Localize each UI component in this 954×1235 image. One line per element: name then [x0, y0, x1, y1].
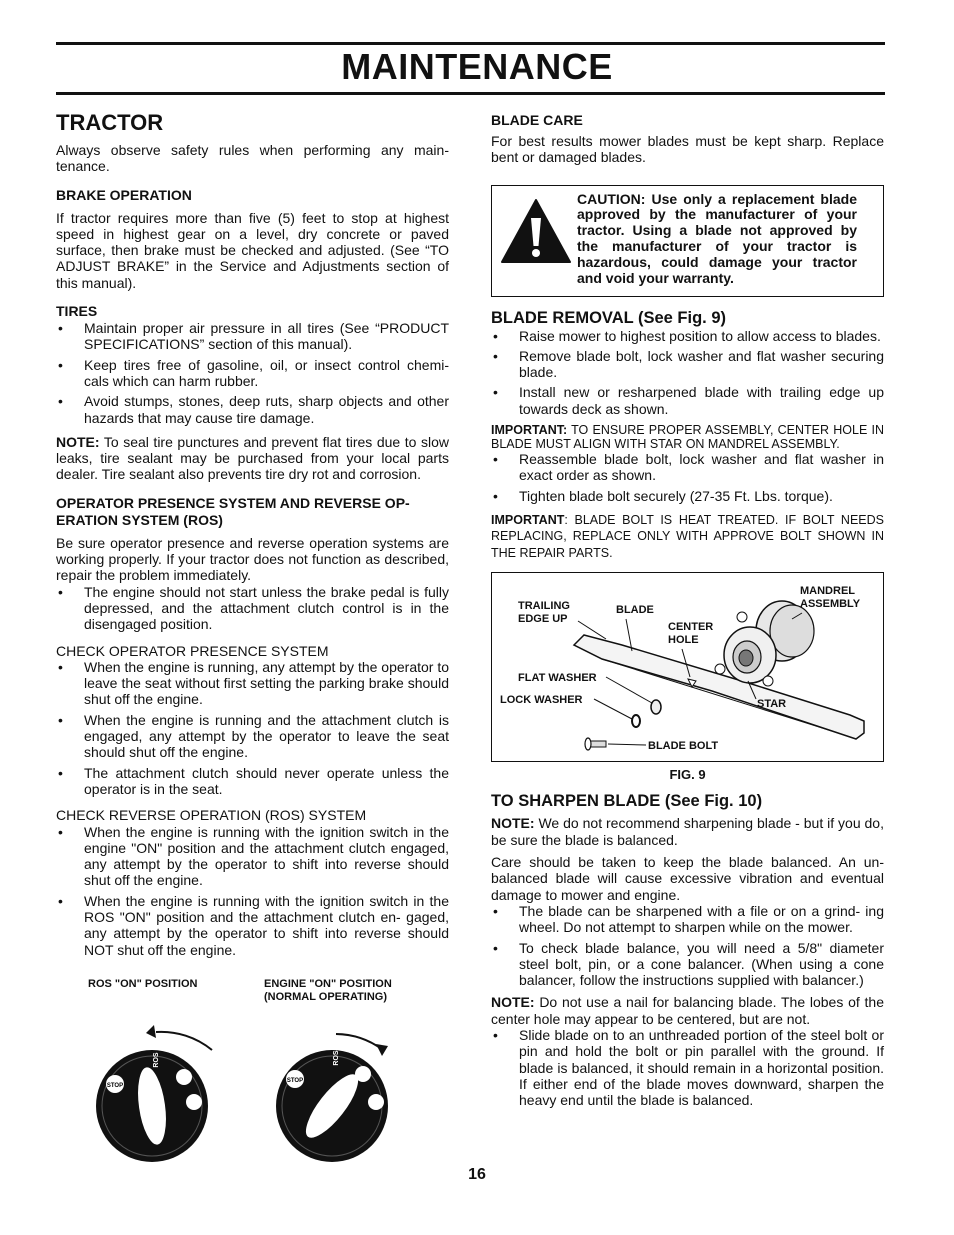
sharpen-text: Care should be taken to keep the blade balanced. An un- balanced blade will cause excessive vibration and eventual damage to mower and engine.	[491, 854, 884, 903]
sharpen-title: TO SHARPEN BLADE (See Fig. 10)	[491, 792, 763, 811]
label-star: STAR	[757, 698, 787, 711]
blade-shape	[574, 635, 864, 739]
tires-title: TIRES	[56, 303, 98, 320]
ignition-switches-svg	[86, 976, 446, 1176]
important-label: IMPORTANT	[491, 512, 565, 527]
start-marker-icon	[368, 1094, 384, 1110]
blade-bolt-icon	[585, 738, 606, 750]
blade-removal-title: BLADE REMOVAL (See Fig. 9)	[491, 308, 726, 327]
ros-on-label: ROS "ON" POSITION	[88, 978, 198, 990]
warning-triangle-icon	[500, 198, 572, 264]
list-item: • When the engine is running and the attachment clutch is engaged, any attempt by the operator to leave the seat should shut off the engine.	[56, 712, 449, 761]
label-trailing: TRAILING	[518, 600, 570, 613]
lock-washer-icon	[632, 715, 640, 727]
check-ros-title: CHECK REVERSE OPERATION (ROS) SYSTEM	[56, 807, 367, 824]
brake-title: BRAKE OPERATION	[56, 186, 192, 203]
ros-mark: ROS	[333, 1050, 340, 1066]
note-label: NOTE:	[491, 815, 535, 832]
list-item: • Maintain proper air pressure in all tires (See “PRODUCT SPECIFICATIONS” section of this manual).	[56, 320, 449, 353]
note-text: We do not recommend sharpening blade - but if you do, be sure the blade is balanced.	[491, 815, 884, 848]
stop-text: STOP	[286, 1078, 304, 1084]
section-title-tractor: TRACTOR	[56, 110, 164, 135]
ignition-switch-figure	[86, 976, 446, 1176]
header-rule-bottom	[56, 92, 885, 95]
label-hole: HOLE	[668, 634, 699, 647]
right-column	[491, 106, 884, 1109]
rotation-arrow-icon	[156, 1032, 212, 1050]
important-note-1	[491, 423, 884, 451]
tires-note	[56, 434, 449, 483]
left-column	[56, 106, 449, 958]
label-edge-up: EDGE UP	[518, 613, 568, 626]
rotation-arrow-icon	[336, 1034, 383, 1050]
list-item: • The attachment clutch should never operate unless the operator is in the seat.	[56, 765, 449, 798]
list-item: • The engine should not start unless the brake pedal is fully depressed, and the attachment clutch control is in the disengaged position.	[56, 584, 449, 633]
ops-title: OPERATOR PRESENCE SYSTEM AND REVERSE OP- ERATION SYSTEM (ROS)	[56, 494, 410, 528]
flat-washer-icon	[651, 700, 661, 714]
blade-removal-list	[491, 328, 884, 417]
brake-text: If tractor requires more than five (5) feet to stop at highest speed in highest gear on a level, dry concrete or paved surface, then brake must be checked and adjusted. (See “TO ADJUST BRAKE” in the Service and Adjustments section of this manual).	[56, 209, 449, 291]
on-marker-icon	[176, 1069, 192, 1085]
note-label: NOTE:	[56, 433, 100, 450]
blade-care-text: For best results mower blades must be kept sharp. Replace bent or damaged blades.	[491, 133, 884, 166]
important-label: IMPORTANT:	[491, 423, 568, 438]
engine-on-label-line1: ENGINE "ON" POSITION	[264, 978, 392, 990]
header-rule-top	[56, 42, 885, 45]
label-mandrel: MANDREL	[800, 585, 855, 598]
note-text: To seal tire punctures and prevent flat tires due to slow leaks, tire sealant may be purchased from your local parts dealer. Tire sealant also prevents tire dry rot and corrosion.	[56, 433, 449, 483]
important-note-2	[491, 512, 884, 562]
ros-mark: ROS	[153, 1052, 160, 1068]
page-number: 16	[468, 1166, 486, 1183]
engine-switch	[276, 1034, 388, 1162]
note-label: NOTE:	[491, 994, 535, 1011]
list-item: • The blade can be sharpened with a file or on a grind- ing wheel. Do not attempt to sharpen while on the mower.	[491, 903, 884, 936]
ops-text: Be sure operator presence and reverse operation systems are working properly. If your tractor does not function as described, repair the problem immediately.	[56, 534, 449, 584]
tractor-intro: Always observe safety rules when performing any main- tenance.	[56, 142, 449, 175]
list-item: • When the engine is running with the ignition switch in the engine "ON" position and the attachment clutch engaged, any attempt by the operator to shift into reverse should shut off the engine.	[56, 824, 449, 889]
label-flat-washer: FLAT WASHER	[518, 672, 597, 685]
blade-care-title: BLADE CARE	[491, 112, 583, 128]
tires-list	[56, 320, 449, 426]
list-item: • Install new or resharpened blade with trailing edge up towards deck as shown.	[491, 384, 884, 417]
label-assembly: ASSEMBLY	[800, 598, 861, 611]
note-text: Do not use a nail for balancing blade. The lobes of the center hole may appear to be centered, but are not.	[491, 994, 884, 1027]
caution-text: CAUTION: Use only a replacement blade approved by the manufacturer of your tractor. Using a blade not approved by the manufacturer of your tractor is hazardous, could damage your tractor and void your warranty.	[577, 190, 857, 286]
important-text: : BLADE BOLT IS HEAT TREATED. IF BOLT NEEDS REPLACING, REPLACE ONLY WITH APPROVE BOLT SHOWN IN THE REPAIR PARTS.	[491, 512, 884, 560]
label-lock-washer: LOCK WASHER	[500, 694, 583, 707]
list-item: • To check blade balance, you will need a 5/8" diameter steel bolt, pin, or a cone balancer. (When using a cone balancer, follow the instructions supplied with balancer.)	[491, 940, 884, 989]
important-text: TO ENSURE PROPER ASSEMBLY, CENTER HOLE IN BLADE MUST ALIGN WITH STAR ON MANDREL ASSEMBLY.	[491, 423, 884, 452]
mandrel-assembly-icon	[715, 601, 814, 686]
sharpen-note-1	[491, 815, 884, 848]
list-item: • Raise mower to highest position to allow access to blades.	[491, 328, 884, 344]
list-item: • Keep tires free of gasoline, oil, or insect control chemi- cals which can harm rubber.	[56, 357, 449, 390]
sharpen-list-2	[491, 1027, 884, 1108]
label-center: CENTER	[668, 621, 714, 634]
start-marker-icon	[186, 1094, 202, 1110]
arrow-head-icon	[376, 1044, 388, 1056]
check-ops-list	[56, 659, 449, 797]
arrow-head-icon	[146, 1025, 156, 1038]
check-ops-title: CHECK OPERATOR PRESENCE SYSTEM	[56, 642, 329, 659]
list-item: • When the engine is running with the ignition switch in the ROS "ON" position and the attachment clutch en- gaged, any attempt by the operator to shift into reverse should NOT shut off the engine.	[56, 893, 449, 958]
engine-on-label-line2: (NORMAL OPERATING)	[264, 991, 388, 1003]
list-item: • Reassemble blade bolt, lock washer and flat washer in exact order as shown.	[491, 451, 884, 484]
sharpen-list	[491, 903, 884, 988]
stop-text: STOP	[106, 1083, 124, 1089]
page-title: MAINTENANCE	[341, 46, 613, 87]
list-item: • Remove blade bolt, lock washer and flat washer securing blade.	[491, 348, 884, 381]
label-blade: BLADE	[616, 604, 654, 617]
caution-box	[491, 185, 884, 297]
figure-9-caption: FIG. 9	[669, 767, 706, 783]
list-item: • When the engine is running, any attempt by the operator to leave the seat without first setting the parking brake should shut off the engine.	[56, 659, 449, 708]
figure-9-box	[491, 572, 884, 762]
list-item: • Tighten blade bolt securely (27-35 Ft. Lbs. torque).	[491, 488, 884, 504]
ops-list	[56, 584, 449, 633]
sharpen-note-2	[491, 994, 884, 1027]
label-blade-bolt: BLADE BOLT	[648, 740, 719, 753]
list-item: • Slide blade on to an unthreaded portion of the steel bolt or pin and hold the bolt or pin parallel with the ground. If blade is balanced, it should remain in a horizontal position. If either end of the blade moves downward, sharpen the heavy end until the blade is balanced.	[491, 1027, 884, 1108]
blade-assembly-diagram	[492, 573, 884, 761]
list-item: • Avoid stumps, stones, deep ruts, sharp objects and other hazards that may cause tire damage.	[56, 393, 449, 426]
blade-removal-list-2	[491, 451, 884, 504]
ros-switch	[96, 1025, 212, 1162]
check-ros-list	[56, 824, 449, 958]
on-marker-icon	[355, 1066, 371, 1082]
